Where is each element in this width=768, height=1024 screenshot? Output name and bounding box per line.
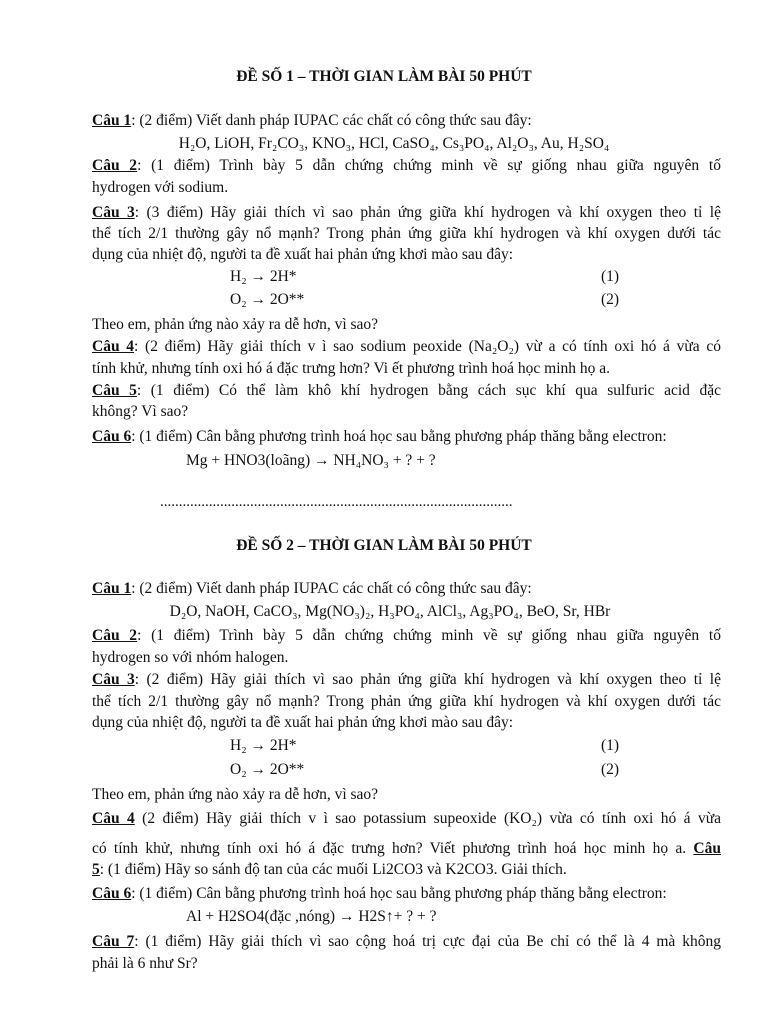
exam1-q3-line2: thể tích 2/1 thường gây nổ mạnh? Trong phản ứng giữa khí hydrogen và khí oxygen dưới tác bbox=[92, 225, 721, 242]
exam2-q5-label-part1: Câu bbox=[693, 840, 721, 857]
exam2-q4-line2 bbox=[92, 839, 721, 859]
exam2-q2-line1 bbox=[92, 626, 721, 646]
exam2-q3-line3: dụng của nhiệt độ, người ta đề xuất hai phản ứng khơi mào sau đây: bbox=[92, 714, 514, 731]
exam2-q2-text: : (1 điểm) Trình bày 5 dẫn chứng chứng minh về sự giống nhau giữa nguyên tố bbox=[137, 627, 721, 644]
exam1-q6-equation: Mg + HNO3(loãng) → NH₄NO₃ + ? + ? bbox=[186, 452, 436, 469]
exam1-q1-formulas: H₂O, LiOH, Fr₂CO₃, KNO₃, HCl, CaSO₄, Cs₃PO₄, Al₂O₃, Au, H₂SO₄ bbox=[178, 135, 610, 152]
exam2-q7-line1 bbox=[92, 932, 721, 952]
exam2-q7-text: : (1 điểm) Hãy giải thích vì sao cộng hoá trị cực đại của Be chỉ có thể là 4 mà không bbox=[134, 933, 721, 950]
exam2-q1 bbox=[92, 579, 532, 599]
exam2-q7-line2: phải là 6 như Sr? bbox=[92, 955, 198, 972]
exam1-q2-text: : (1 điểm) Trình bày 5 dẫn chứng chứng minh về sự giống nhau giữa nguyên tố bbox=[137, 157, 721, 174]
exam1-title: ĐỀ SỐ 1 – THỜI GIAN LÀM BÀI 50 PHÚT bbox=[236, 68, 532, 85]
exam1-reaction1: H₂ → 2H* bbox=[230, 268, 297, 285]
exam1-q1 bbox=[92, 111, 532, 131]
exam1-reaction2: O₂ → 2O** bbox=[230, 291, 305, 308]
exam1-q5-line2: không? Vì sao? bbox=[92, 403, 189, 420]
exam1-q1-text: : (2 điểm) Viết danh pháp IUPAC các chất có công thức sau đây: bbox=[131, 112, 532, 129]
exam2-q6-label: Câu 6 bbox=[92, 885, 132, 902]
exam2-q2-line2: hydrogen so với nhóm halogen. bbox=[92, 649, 289, 666]
exam1-q4-text: : (2 điểm) Hãy giải thích v ì sao sodium peoxide (Na₂O₂) vừ a có tính oxi hó á vừa có bbox=[134, 338, 721, 355]
exam1-q5-text: : (1 điểm) Có thể làm khô khí hydrogen bằng cách sục khí qua sulfuric acid đặc bbox=[136, 382, 721, 399]
exam1-q5-line1 bbox=[92, 381, 721, 401]
exam2-reaction2: O₂ → 2O** bbox=[230, 761, 305, 778]
exam2-reaction1-number: (1) bbox=[601, 737, 620, 754]
exam1-q2-line2: hydrogen với sodium. bbox=[92, 179, 229, 196]
exam1-q6-text: : (1 điểm) Cân bằng phương trình hoá học sau bằng phương pháp thăng bằng electron: bbox=[131, 428, 667, 445]
exam1-reaction2-number: (2) bbox=[601, 291, 620, 308]
exam1-q3-line3: dụng của nhiệt độ, người ta đề xuất hai phản ứng khơi mào sau đây: bbox=[92, 246, 514, 263]
exam1-q3-text: : (3 điểm) Hãy giải thích vì sao phản ứng giữa khí hydrogen và khí oxygen theo tỉ lệ bbox=[134, 204, 721, 221]
exam2-reaction2-number: (2) bbox=[601, 761, 620, 778]
exam2-q3-line2: thể tích 2/1 thường gây nổ mạnh? Trong phản ứng giữa khí hydrogen và khí oxygen dưới tác bbox=[92, 693, 721, 710]
exam2-q5 bbox=[92, 860, 567, 880]
exam2-q5-text: : (1 điểm) Hãy so sánh độ tan của các muối Li2CO3 và K2CO3. Giải thích. bbox=[99, 861, 567, 878]
exam1-q5-label: Câu 5 bbox=[92, 382, 137, 399]
exam2-q6 bbox=[92, 884, 667, 904]
exam2-q1-formulas: D₂O, NaOH, CaCO₃, Mg(NO₃)₂, H₃PO₄, AlCl₃, Ag₃PO₄, BeO, Sr, HBr bbox=[169, 603, 611, 620]
exam1-q1-label: Câu 1 bbox=[92, 112, 132, 129]
exam2-reaction1: H₂ → 2H* bbox=[230, 737, 297, 754]
exam1-reaction1-number: (1) bbox=[601, 268, 620, 285]
exam1-q3-label: Câu 3 bbox=[92, 204, 135, 221]
exam2-q3-follow: Theo em, phản ứng nào xảy ra dễ hơn, vì sao? bbox=[92, 786, 379, 803]
exam2-q6-text: : (1 điểm) Cân bằng phương trình hoá học sau bằng phương pháp thăng bằng electron: bbox=[131, 885, 667, 902]
exam2-q4-line1 bbox=[92, 809, 721, 829]
exam2-q6-equation: Al + H2SO4(đặc ,nóng) → H2S↑+ ? + ? bbox=[186, 908, 437, 925]
exam2-q1-text: : (2 điểm) Viết danh pháp IUPAC các chất có công thức sau đây: bbox=[131, 580, 532, 597]
exam2-q3-label: Câu 3 bbox=[92, 671, 135, 688]
exam1-q3-line1 bbox=[92, 203, 721, 223]
exam2-q4-text-line2: có tính khử, nhưng tính oxi hó á đặc trưng hơn? Viết phương trình hoá học minh họ a. bbox=[92, 840, 687, 857]
exam1-q4-line2: tính khử, nhưng tính oxi hó á đặc trưng hơn? Vi ết phương trình hoá học minh họ a. bbox=[92, 360, 611, 377]
exam1-q6-label: Câu 6 bbox=[92, 428, 132, 445]
exam2-title: ĐỀ SỐ 2 – THỜI GIAN LÀM BÀI 50 PHÚT bbox=[236, 537, 532, 554]
exam1-q4-label: Câu 4 bbox=[92, 338, 135, 355]
exam-separator: .............................................................................................. bbox=[160, 494, 513, 510]
exam2-q3-line1 bbox=[92, 670, 721, 690]
exam1-q3-follow: Theo em, phản ứng nào xảy ra dễ hơn, vì sao? bbox=[92, 316, 379, 333]
exam2-q3-text: : (2 điểm) Hãy giải thích vì sao phản ứng giữa khí hydrogen và khí oxygen theo tỉ lệ bbox=[134, 671, 721, 688]
exam1-q2-line1 bbox=[92, 156, 721, 176]
exam2-q4-label: Câu 4 bbox=[92, 810, 135, 827]
exam2-q5-label-part2: 5 bbox=[92, 861, 100, 878]
exam2-q4-text: (2 điểm) Hãy giải thích v ì sao potassium supeoxide (KO₂) vừa có tính oxi hó á vừa bbox=[134, 810, 721, 827]
exam1-q4-line1 bbox=[92, 337, 721, 357]
exam1-q2-label: Câu 2 bbox=[92, 157, 138, 174]
exam1-q6 bbox=[92, 427, 667, 447]
exam2-q7-label: Câu 7 bbox=[92, 933, 135, 950]
exam2-q2-label: Câu 2 bbox=[92, 627, 138, 644]
exam2-q1-label: Câu 1 bbox=[92, 580, 132, 597]
